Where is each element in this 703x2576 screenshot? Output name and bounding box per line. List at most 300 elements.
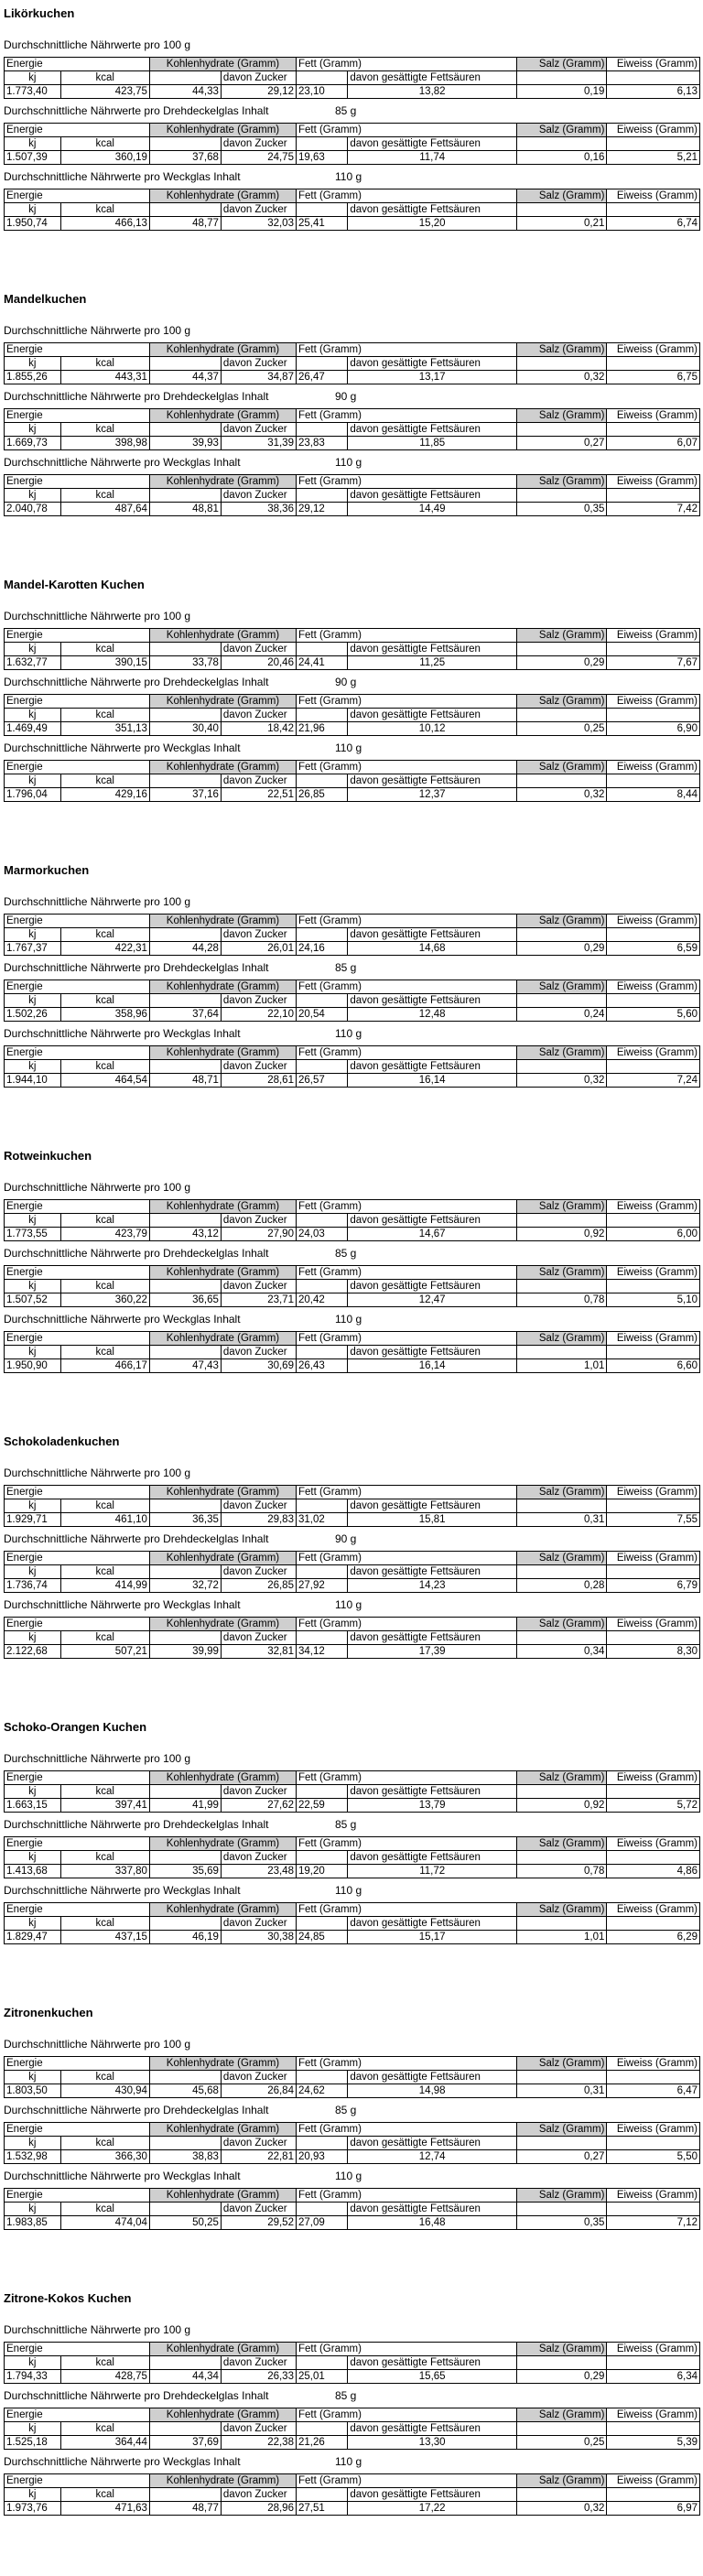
zucker-value: 38,36 <box>221 503 296 516</box>
eiweiss-value: 8,44 <box>607 788 700 802</box>
serving-label: Durchschnittliche Nährwerte pro 100 g <box>4 2323 191 2336</box>
empty-header-cell <box>296 71 347 85</box>
empty-header-cell <box>149 994 221 1008</box>
header-row-1 <box>5 1332 700 1346</box>
zucker-header: davon Zucker <box>221 1917 296 1931</box>
fett-value: 22,59 <box>296 1799 347 1813</box>
zucker-header: davon Zucker <box>221 928 296 942</box>
empty-header-cell <box>607 1214 700 1228</box>
fettsaeuren-header: davon gesättigte Fettsäuren <box>348 2137 517 2150</box>
kohlenhydrate-header: Kohlenhydrate (Gramm) <box>149 2474 296 2488</box>
nutrition-table <box>4 1331 700 1373</box>
serving-amount: 90 g <box>335 390 357 403</box>
kcal-value: 461,10 <box>60 1513 149 1527</box>
header-row-1 <box>5 189 700 203</box>
empty-header-cell <box>516 643 606 656</box>
empty-header-cell <box>296 643 347 656</box>
zucker-value: 28,96 <box>221 2502 296 2516</box>
serving-caption <box>4 388 699 405</box>
header-row-2 <box>5 1785 700 1799</box>
serving-caption <box>4 103 699 119</box>
serving-label: Durchschnittliche Nährwerte pro Weckglas Inhalt <box>4 1313 241 1326</box>
kcal-value: 487,64 <box>60 503 149 516</box>
empty-header-cell <box>516 2137 606 2150</box>
empty-header-cell <box>516 2488 606 2502</box>
fettsaeuren-value: 13,82 <box>348 85 517 99</box>
energie-header: Energie <box>5 629 150 643</box>
values-row <box>5 371 700 384</box>
energie-header: Energie <box>5 1903 150 1917</box>
empty-header-cell <box>296 489 347 503</box>
header-row-2 <box>5 2071 700 2084</box>
serving-label: Durchschnittliche Nährwerte pro 100 g <box>4 1181 191 1194</box>
serving-amount: 110 g <box>335 741 362 754</box>
salz-header: Salz (Gramm) <box>516 761 606 774</box>
fettsaeuren-header: davon gesättigte Fettsäuren <box>348 357 517 371</box>
nutrition-block <box>4 37 699 99</box>
eiweiss-value: 6,00 <box>607 1228 700 1241</box>
product-title: Schoko-Orangen Kuchen <box>4 1720 147 1734</box>
fettsaeuren-value: 11,25 <box>348 656 517 670</box>
empty-header-cell <box>516 2203 606 2216</box>
salz-header: Salz (Gramm) <box>516 1046 606 1060</box>
fettsaeuren-value: 17,39 <box>348 1645 517 1659</box>
kohlenhydrate-header: Kohlenhydrate (Gramm) <box>149 915 296 928</box>
kcal-header: kcal <box>60 2203 149 2216</box>
serving-caption <box>4 1596 699 1613</box>
kohlenhydrate-header: Kohlenhydrate (Gramm) <box>149 2408 296 2422</box>
empty-header-cell <box>607 1851 700 1865</box>
header-row-1 <box>5 475 700 489</box>
serving-amount: 110 g <box>335 2170 362 2182</box>
kj-value: 1.507,39 <box>5 151 61 165</box>
kj-value: 1.855,26 <box>5 371 61 384</box>
header-row-1 <box>5 1046 700 1060</box>
kj-value: 1.507,52 <box>5 1293 61 1307</box>
header-row-2 <box>5 1851 700 1865</box>
fett-value: 27,51 <box>296 2502 347 2516</box>
energie-header: Energie <box>5 409 150 423</box>
energie-header: Energie <box>5 761 150 774</box>
eiweiss-value: 6,74 <box>607 217 700 231</box>
fett-value: 23,10 <box>296 85 347 99</box>
empty-header-cell <box>607 2137 700 2150</box>
eiweiss-header: Eiweiss (Gramm) <box>607 2057 700 2071</box>
empty-header-cell <box>149 489 221 503</box>
serving-caption <box>4 2322 699 2338</box>
header-row-1 <box>5 2057 700 2071</box>
fett-value: 24,16 <box>296 942 347 956</box>
salz-value: 0,24 <box>516 1008 606 1022</box>
product-section <box>4 862 699 1148</box>
nutrition-block <box>4 2168 699 2230</box>
empty-header-cell <box>516 2356 606 2370</box>
fettsaeuren-value: 17,22 <box>348 2502 517 2516</box>
header-row-1 <box>5 1486 700 1499</box>
nutrition-table <box>4 1265 700 1307</box>
kcal-value: 358,96 <box>60 1008 149 1022</box>
kcal-header: kcal <box>60 928 149 942</box>
fett-value: 26,47 <box>296 371 347 384</box>
salz-value: 0,28 <box>516 1579 606 1593</box>
fettsaeuren-header: davon gesättigte Fettsäuren <box>348 1499 517 1513</box>
kj-header: kj <box>5 489 61 503</box>
header-row-1 <box>5 695 700 709</box>
header-row-1 <box>5 2123 700 2137</box>
kohlenhydrate-header: Kohlenhydrate (Gramm) <box>149 1837 296 1851</box>
values-row <box>5 2370 700 2384</box>
kcal-value: 337,80 <box>60 1865 149 1878</box>
eiweiss-header: Eiweiss (Gramm) <box>607 2189 700 2203</box>
header-row-1 <box>5 1771 700 1785</box>
product-title: Likörkuchen <box>4 6 75 20</box>
zucker-header: davon Zucker <box>221 489 296 503</box>
kcal-header: kcal <box>60 2488 149 2502</box>
kohlenhydrate-value: 46,19 <box>149 1931 221 1944</box>
product-section <box>4 2005 699 2290</box>
kj-value: 1.413,68 <box>5 1865 61 1878</box>
fett-header: Fett (Gramm) <box>296 1618 516 1631</box>
kj-value: 1.829,47 <box>5 1931 61 1944</box>
zucker-value: 22,81 <box>221 2150 296 2164</box>
energie-header: Energie <box>5 695 150 709</box>
serving-amount: 85 g <box>335 104 357 117</box>
salz-header: Salz (Gramm) <box>516 1332 606 1346</box>
kj-header: kj <box>5 1499 61 1513</box>
serving-amount: 90 g <box>335 676 357 688</box>
zucker-value: 23,71 <box>221 1293 296 1307</box>
eiweiss-header: Eiweiss (Gramm) <box>607 343 700 357</box>
fettsaeuren-value: 11,74 <box>348 151 517 165</box>
energie-header: Energie <box>5 343 150 357</box>
serving-amount: 110 g <box>335 2455 362 2468</box>
empty-header-cell <box>296 203 347 217</box>
kohlenhydrate-header: Kohlenhydrate (Gramm) <box>149 1618 296 1631</box>
kohlenhydrate-value: 39,99 <box>149 1645 221 1659</box>
empty-header-cell <box>607 1917 700 1931</box>
fett-header: Fett (Gramm) <box>296 2123 516 2137</box>
empty-header-cell <box>607 2422 700 2436</box>
kohlenhydrate-header: Kohlenhydrate (Gramm) <box>149 2189 296 2203</box>
header-row-2 <box>5 1060 700 1074</box>
empty-header-cell <box>296 1785 347 1799</box>
header-row-2 <box>5 2137 700 2150</box>
empty-header-cell <box>607 1346 700 1359</box>
kohlenhydrate-header: Kohlenhydrate (Gramm) <box>149 1903 296 1917</box>
empty-header-cell <box>149 2203 221 2216</box>
empty-header-cell <box>149 709 221 722</box>
nutrition-block <box>4 1179 699 1241</box>
eiweiss-header: Eiweiss (Gramm) <box>607 629 700 643</box>
serving-label: Durchschnittliche Nährwerte pro Drehdeckelglas Inhalt <box>4 1818 269 1831</box>
serving-caption <box>4 1245 699 1261</box>
kcal-header: kcal <box>60 1346 149 1359</box>
empty-header-cell <box>607 489 700 503</box>
serving-label: Durchschnittliche Nährwerte pro Weckglas Inhalt <box>4 170 241 183</box>
empty-header-cell <box>516 994 606 1008</box>
empty-header-cell <box>296 2488 347 2502</box>
kcal-header: kcal <box>60 1917 149 1931</box>
zucker-value: 22,10 <box>221 1008 296 1022</box>
values-row <box>5 2150 700 2164</box>
eiweiss-header: Eiweiss (Gramm) <box>607 475 700 489</box>
fett-value: 24,85 <box>296 1931 347 1944</box>
empty-header-cell <box>607 928 700 942</box>
salz-value: 0,32 <box>516 1074 606 1088</box>
energie-header: Energie <box>5 1200 150 1214</box>
nutrition-table <box>4 1551 700 1593</box>
header-row-2 <box>5 1917 700 1931</box>
fett-header: Fett (Gramm) <box>296 1771 516 1785</box>
eiweiss-value: 6,47 <box>607 2084 700 2098</box>
kcal-header: kcal <box>60 423 149 437</box>
serving-label: Durchschnittliche Nährwerte pro Drehdeckelglas Inhalt <box>4 390 269 403</box>
fett-value: 20,93 <box>296 2150 347 2164</box>
kohlenhydrate-value: 38,83 <box>149 2150 221 2164</box>
zucker-value: 28,61 <box>221 1074 296 1088</box>
product-title: Zitrone-Kokos Kuchen <box>4 2291 132 2305</box>
fett-header: Fett (Gramm) <box>296 2343 516 2356</box>
eiweiss-value: 6,07 <box>607 437 700 450</box>
kcal-header: kcal <box>60 137 149 151</box>
serving-label: Durchschnittliche Nährwerte pro Weckglas Inhalt <box>4 2455 241 2468</box>
header-row-1 <box>5 980 700 994</box>
fett-value: 31,02 <box>296 1513 347 1527</box>
kohlenhydrate-value: 48,71 <box>149 1074 221 1088</box>
kj-value: 1.632,77 <box>5 656 61 670</box>
empty-header-cell <box>296 1499 347 1513</box>
values-row <box>5 217 700 231</box>
serving-caption <box>4 454 699 471</box>
kohlenhydrate-value: 43,12 <box>149 1228 221 1241</box>
values-row <box>5 1931 700 1944</box>
salz-value: 0,25 <box>516 2436 606 2450</box>
kj-header: kj <box>5 1565 61 1579</box>
zucker-header: davon Zucker <box>221 203 296 217</box>
kj-header: kj <box>5 709 61 722</box>
zucker-header: davon Zucker <box>221 1565 296 1579</box>
header-row-2 <box>5 1214 700 1228</box>
salz-value: 0,27 <box>516 437 606 450</box>
nutrition-block <box>4 2102 699 2164</box>
kj-value: 1.983,85 <box>5 2216 61 2230</box>
serving-label: Durchschnittliche Nährwerte pro Weckglas Inhalt <box>4 1598 241 1611</box>
zucker-value: 29,83 <box>221 1513 296 1527</box>
empty-header-cell <box>516 1214 606 1228</box>
values-row <box>5 437 700 450</box>
kcal-header: kcal <box>60 2071 149 2084</box>
nutrition-table <box>4 1617 700 1659</box>
empty-header-cell <box>296 1851 347 1865</box>
empty-header-cell <box>149 2356 221 2370</box>
serving-amount: 85 g <box>335 1247 357 1260</box>
kj-header: kj <box>5 1785 61 1799</box>
zucker-header: davon Zucker <box>221 1851 296 1865</box>
kcal-header: kcal <box>60 643 149 656</box>
nutrition-block <box>4 454 699 516</box>
nutrition-block <box>4 959 699 1022</box>
fett-header: Fett (Gramm) <box>296 1046 516 1060</box>
salz-header: Salz (Gramm) <box>516 124 606 137</box>
kcal-header: kcal <box>60 2356 149 2370</box>
zucker-header: davon Zucker <box>221 709 296 722</box>
fett-header: Fett (Gramm) <box>296 1266 516 1280</box>
kohlenhydrate-header: Kohlenhydrate (Gramm) <box>149 2123 296 2137</box>
eiweiss-value: 7,55 <box>607 1513 700 1527</box>
fett-header: Fett (Gramm) <box>296 58 516 71</box>
header-row-2 <box>5 137 700 151</box>
kcal-value: 437,15 <box>60 1931 149 1944</box>
fett-header: Fett (Gramm) <box>296 475 516 489</box>
nutrition-table <box>4 1770 700 1813</box>
header-row-1 <box>5 1837 700 1851</box>
eiweiss-value: 6,13 <box>607 85 700 99</box>
header-row-1 <box>5 1618 700 1631</box>
kj-header: kj <box>5 2071 61 2084</box>
eiweiss-value: 5,21 <box>607 151 700 165</box>
kohlenhydrate-header: Kohlenhydrate (Gramm) <box>149 1552 296 1565</box>
energie-header: Energie <box>5 2057 150 2071</box>
fett-header: Fett (Gramm) <box>296 761 516 774</box>
fett-header: Fett (Gramm) <box>296 343 516 357</box>
header-row-2 <box>5 2203 700 2216</box>
zucker-value: 26,84 <box>221 2084 296 2098</box>
kj-value: 1.469,49 <box>5 722 61 736</box>
salz-value: 0,29 <box>516 2370 606 2384</box>
fettsaeuren-header: davon gesättigte Fettsäuren <box>348 137 517 151</box>
kohlenhydrate-header: Kohlenhydrate (Gramm) <box>149 1046 296 1060</box>
kj-header: kj <box>5 2203 61 2216</box>
kcal-value: 360,19 <box>60 151 149 165</box>
zucker-header: davon Zucker <box>221 71 296 85</box>
nutrition-table <box>4 408 700 450</box>
energie-header: Energie <box>5 915 150 928</box>
values-row <box>5 788 700 802</box>
kcal-value: 474,04 <box>60 2216 149 2230</box>
fettsaeuren-header: davon gesättigte Fettsäuren <box>348 928 517 942</box>
serving-label: Durchschnittliche Nährwerte pro Drehdeckelglas Inhalt <box>4 961 269 974</box>
product-section <box>4 1148 699 1434</box>
empty-header-cell <box>516 203 606 217</box>
empty-header-cell <box>607 1631 700 1645</box>
energie-header: Energie <box>5 1486 150 1499</box>
kohlenhydrate-value: 44,34 <box>149 2370 221 2384</box>
kohlenhydrate-value: 44,28 <box>149 942 221 956</box>
salz-value: 0,29 <box>516 942 606 956</box>
fett-value: 25,01 <box>296 2370 347 2384</box>
kj-value: 1.950,74 <box>5 217 61 231</box>
salz-header: Salz (Gramm) <box>516 2474 606 2488</box>
serving-amount: 85 g <box>335 2389 357 2402</box>
empty-header-cell <box>296 1280 347 1293</box>
empty-header-cell <box>607 203 700 217</box>
nutrition-block <box>4 1245 699 1307</box>
kj-header: kj <box>5 1346 61 1359</box>
empty-header-cell <box>607 709 700 722</box>
kcal-value: 397,41 <box>60 1799 149 1813</box>
empty-header-cell <box>149 1785 221 1799</box>
fettsaeuren-value: 15,65 <box>348 2370 517 2384</box>
eiweiss-header: Eiweiss (Gramm) <box>607 1771 700 1785</box>
salz-header: Salz (Gramm) <box>516 189 606 203</box>
eiweiss-value: 5,60 <box>607 1008 700 1022</box>
fett-header: Fett (Gramm) <box>296 915 516 928</box>
salz-header: Salz (Gramm) <box>516 1903 606 1917</box>
eiweiss-header: Eiweiss (Gramm) <box>607 409 700 423</box>
empty-header-cell <box>516 423 606 437</box>
product-section <box>4 1434 699 1719</box>
fettsaeuren-header: davon gesättigte Fettsäuren <box>348 1280 517 1293</box>
product-section <box>4 291 699 577</box>
eiweiss-header: Eiweiss (Gramm) <box>607 2474 700 2488</box>
kj-header: kj <box>5 2356 61 2370</box>
header-row-2 <box>5 2422 700 2436</box>
zucker-header: davon Zucker <box>221 774 296 788</box>
empty-header-cell <box>607 423 700 437</box>
empty-header-cell <box>296 2071 347 2084</box>
eiweiss-header: Eiweiss (Gramm) <box>607 1903 700 1917</box>
fettsaeuren-value: 15,20 <box>348 217 517 231</box>
fettsaeuren-header: davon gesättigte Fettsäuren <box>348 1060 517 1074</box>
kohlenhydrate-header: Kohlenhydrate (Gramm) <box>149 189 296 203</box>
kcal-value: 414,99 <box>60 1579 149 1593</box>
zucker-header: davon Zucker <box>221 1346 296 1359</box>
fettsaeuren-header: davon gesättigte Fettsäuren <box>348 423 517 437</box>
product-section <box>4 5 699 291</box>
nutrition-table <box>4 1836 700 1878</box>
nutrition-table <box>4 914 700 956</box>
empty-header-cell <box>149 1851 221 1865</box>
nutrition-block <box>4 1596 699 1659</box>
product-title: Rotweinkuchen <box>4 1149 92 1163</box>
header-row-1 <box>5 761 700 774</box>
empty-header-cell <box>296 709 347 722</box>
nutrition-block <box>4 674 699 736</box>
fett-value: 21,26 <box>296 2436 347 2450</box>
eiweiss-header: Eiweiss (Gramm) <box>607 124 700 137</box>
kj-header: kj <box>5 2488 61 2502</box>
kohlenhydrate-value: 37,69 <box>149 2436 221 2450</box>
eiweiss-header: Eiweiss (Gramm) <box>607 1266 700 1280</box>
fett-value: 26,43 <box>296 1359 347 1373</box>
kj-value: 1.803,50 <box>5 2084 61 2098</box>
kcal-value: 466,17 <box>60 1359 149 1373</box>
zucker-header: davon Zucker <box>221 1214 296 1228</box>
fett-header: Fett (Gramm) <box>296 189 516 203</box>
energie-header: Energie <box>5 980 150 994</box>
eiweiss-value: 6,90 <box>607 722 700 736</box>
kohlenhydrate-value: 33,78 <box>149 656 221 670</box>
serving-caption <box>4 2453 699 2470</box>
kcal-value: 360,22 <box>60 1293 149 1307</box>
kj-value: 1.796,04 <box>5 788 61 802</box>
salz-value: 0,35 <box>516 2216 606 2230</box>
empty-header-cell <box>607 357 700 371</box>
nutrition-block <box>4 168 699 231</box>
kj-value: 1.773,40 <box>5 85 61 99</box>
energie-header: Energie <box>5 2123 150 2137</box>
kohlenhydrate-value: 37,68 <box>149 151 221 165</box>
empty-header-cell <box>296 137 347 151</box>
serving-label: Durchschnittliche Nährwerte pro 100 g <box>4 324 191 337</box>
serving-amount: 85 g <box>335 1818 357 1831</box>
nutrition-block <box>4 740 699 802</box>
energie-header: Energie <box>5 189 150 203</box>
nutrition-block <box>4 2453 699 2516</box>
kcal-value: 466,13 <box>60 217 149 231</box>
salz-header: Salz (Gramm) <box>516 409 606 423</box>
values-row <box>5 1359 700 1373</box>
